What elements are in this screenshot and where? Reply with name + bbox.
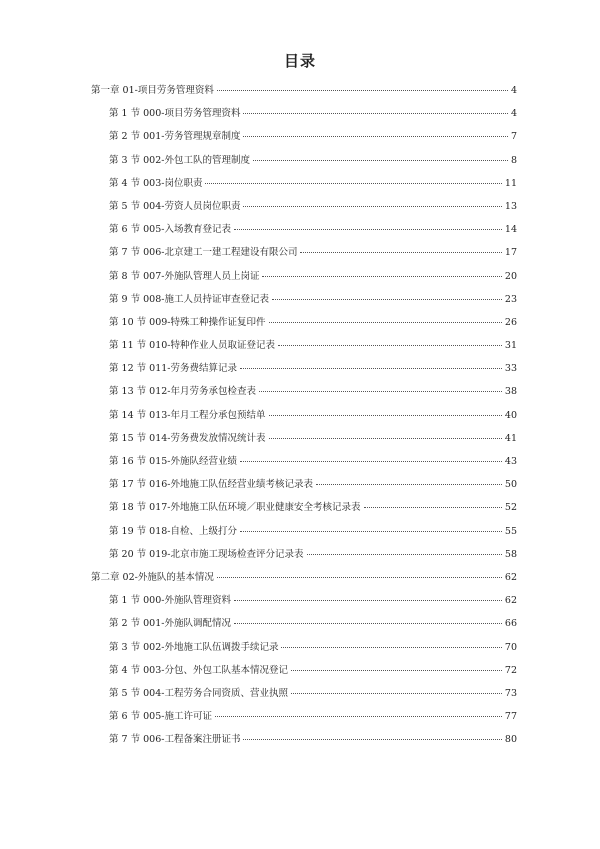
toc-section-entry[interactable]	[91, 476, 517, 499]
toc-entry-page-number: 26	[504, 316, 517, 328]
toc-chapter-entry[interactable]	[91, 569, 517, 592]
toc-entry-page-number: 40	[504, 409, 517, 421]
toc-section-entry[interactable]	[91, 708, 517, 731]
toc-entry-page-number: 62	[504, 595, 517, 607]
toc-entry-page-number: 7	[510, 131, 517, 143]
toc-dot-leader	[364, 507, 502, 508]
toc-section-entry[interactable]	[91, 407, 517, 430]
toc-entry-label: 第 3 节 002-外包工队的管理制度	[109, 154, 250, 166]
toc-entry-page-number: 31	[504, 340, 517, 352]
toc-entry-label: 第 1 节 000-外施队管理资料	[109, 595, 231, 607]
toc-dot-leader	[243, 136, 508, 137]
toc-entry-page-number: 55	[504, 525, 517, 537]
toc-entry-label: 第 3 节 002-外地施工队伍调拨手续记录	[109, 641, 279, 653]
toc-entry-page-number: 13	[504, 200, 517, 212]
toc-entry-label: 第 16 节 015-外施队经营业绩	[109, 456, 237, 467]
toc-dot-leader	[240, 368, 502, 369]
page-title: 目录	[283, 52, 316, 70]
toc-dot-leader	[307, 554, 502, 555]
toc-dot-leader	[262, 276, 501, 277]
toc-dot-leader	[240, 461, 502, 462]
toc-entry-label: 第 20 节 019-北京市施工现场检查评分记录表	[109, 548, 304, 560]
toc-section-entry[interactable]	[91, 314, 517, 337]
toc-entry-label: 第 14 节 013-年月工程分承包预结单	[109, 409, 266, 421]
toc-dot-leader	[300, 252, 501, 253]
toc-section-entry[interactable]	[91, 152, 517, 175]
toc-dot-leader	[217, 90, 508, 91]
toc-dot-leader	[243, 739, 501, 740]
toc-entry-label: 第 9 节 008-施工人员持证审查登记表	[109, 293, 269, 305]
toc-section-entry[interactable]	[91, 291, 517, 314]
toc-entry-label: 第 4 节 003-岗位职责	[109, 177, 203, 189]
toc-entry-page-number: 4	[510, 85, 517, 96]
toc-entry-label: 第二章 02-外施队的基本情况	[91, 571, 214, 583]
toc-dot-leader	[291, 693, 502, 694]
toc-entry-label: 第 10 节 009-特殊工种操作证复印件	[109, 316, 266, 328]
toc-entry-label: 第 19 节 018-自检、上级打分	[109, 525, 237, 537]
toc-section-entry[interactable]	[91, 175, 517, 198]
toc-section-entry[interactable]	[91, 499, 517, 522]
toc-entry-label: 第 11 节 010-特种作业人员取证登记表	[109, 340, 275, 352]
toc-entry-page-number: 52	[504, 502, 517, 514]
toc-section-entry[interactable]	[91, 221, 517, 244]
toc-entry-page-number: 62	[504, 571, 517, 583]
toc-dot-leader	[272, 299, 502, 300]
toc-dot-leader	[259, 391, 502, 392]
toc-section-entry[interactable]	[91, 244, 517, 267]
toc-section-entry[interactable]	[91, 523, 517, 546]
toc-entry-page-number: 20	[504, 270, 517, 282]
toc-section-entry[interactable]	[91, 685, 517, 708]
toc-section-entry[interactable]	[91, 198, 517, 221]
toc-dot-leader	[215, 716, 502, 717]
toc-entry-page-number: 41	[504, 432, 517, 444]
toc-entry-label: 第 5 节 004-劳资人员岗位职责	[109, 200, 241, 212]
toc-dot-leader	[205, 183, 501, 184]
toc-dot-leader	[234, 229, 502, 230]
toc-section-entry[interactable]	[91, 615, 517, 638]
toc-dot-leader	[269, 322, 502, 323]
toc-entry-page-number: 43	[504, 456, 517, 467]
toc-section-entry[interactable]	[91, 383, 517, 406]
toc-entry-page-number: 8	[510, 154, 517, 166]
toc-entry-page-number: 66	[504, 618, 517, 630]
toc-section-entry[interactable]	[91, 592, 517, 615]
toc-section-entry[interactable]	[91, 639, 517, 662]
toc-dot-leader	[234, 600, 502, 601]
toc-dot-leader	[316, 484, 502, 485]
toc-entry-label: 第 12 节 011-劳务费结算记录	[109, 363, 237, 375]
toc-entry-page-number: 77	[504, 711, 517, 723]
toc-entry-page-number: 17	[504, 247, 517, 259]
toc-entry-page-number: 11	[504, 177, 517, 189]
toc-entry-label: 第 2 节 001-劳务管理规章制度	[109, 131, 241, 143]
toc-dot-leader	[278, 345, 502, 346]
toc-entry-label: 第 6 节 005-入场教育登记表	[109, 224, 231, 236]
toc-entry-page-number: 80	[504, 734, 517, 746]
toc-entry-page-number: 73	[504, 687, 517, 699]
toc-dot-leader	[217, 577, 502, 578]
toc-dot-leader	[240, 531, 502, 532]
toc-section-entry[interactable]	[91, 731, 517, 754]
toc-entry-label: 第 6 节 005-施工许可证	[109, 711, 212, 723]
toc-entry-label: 第 5 节 004-工程劳务合同资质、营业执照	[109, 687, 288, 699]
toc-section-entry[interactable]	[91, 546, 517, 569]
toc-entry-page-number: 72	[504, 664, 517, 676]
toc-section-entry[interactable]	[91, 128, 517, 151]
toc-dot-leader	[281, 647, 501, 648]
toc-entry-label: 第 13 节 012-年月劳务承包检查表	[109, 386, 256, 398]
toc-entry-page-number: 4	[510, 108, 517, 120]
toc-dot-leader	[291, 670, 502, 671]
toc-entry-page-number: 70	[504, 641, 517, 653]
toc-dot-leader	[234, 623, 502, 624]
toc-entry-label: 第 17 节 016-外地施工队伍经营业绩考核记录表	[109, 479, 313, 491]
toc-entry-label: 第 7 节 006-工程备案注册证书	[109, 734, 241, 746]
toc-entry-page-number: 23	[504, 293, 517, 305]
toc-entry-page-number: 33	[504, 363, 517, 375]
toc-dot-leader	[253, 160, 508, 161]
toc-dot-leader	[243, 206, 501, 207]
toc-dot-leader	[269, 415, 502, 416]
toc-section-entry[interactable]	[91, 360, 517, 383]
toc-section-entry[interactable]	[91, 268, 517, 291]
toc-entry-label: 第 18 节 017-外地施工队伍环境／职业健康安全考核记录表	[109, 502, 361, 514]
toc-dot-leader	[269, 438, 502, 439]
toc-entry-page-number: 58	[504, 548, 517, 560]
toc-entry-page-number: 50	[504, 479, 517, 491]
toc-entry-label: 第 7 节 006-北京建工一建工程建设有限公司	[109, 247, 298, 259]
toc-entry-label: 第 8 节 007-外施队管理人员上岗证	[109, 270, 260, 282]
toc-section-entry[interactable]	[91, 337, 517, 360]
toc-entry-label: 第 4 节 003-分包、外包工队基本情况登记	[109, 664, 288, 676]
toc-section-entry[interactable]	[91, 105, 517, 128]
toc-entry-label: 第 15 节 014-劳务费发放情况统计表	[109, 432, 266, 444]
toc-entry-page-number: 14	[504, 224, 517, 236]
toc-entry-label: 第 1 节 000-项目劳务管理资料	[109, 108, 241, 120]
toc-chapter-entry[interactable]	[91, 82, 517, 105]
toc-section-entry[interactable]	[91, 453, 517, 476]
toc-entry-label: 第一章 01-项目劳务管理资料	[91, 85, 214, 96]
toc-entry-page-number: 38	[504, 386, 517, 398]
toc-dot-leader	[243, 113, 508, 114]
toc-section-entry[interactable]	[91, 430, 517, 453]
table-of-contents	[91, 82, 517, 754]
toc-section-entry[interactable]	[91, 662, 517, 685]
toc-entry-label: 第 2 节 001-外施队调配情况	[109, 618, 231, 630]
